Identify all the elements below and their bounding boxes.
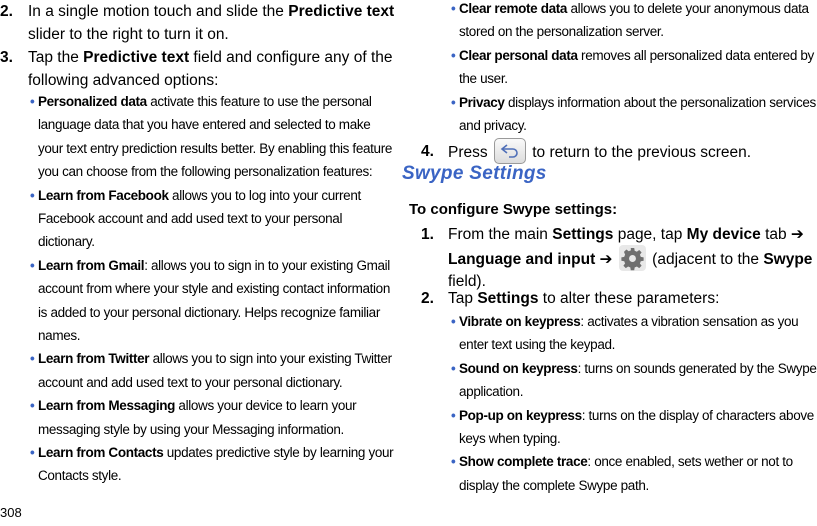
bullet-line: [38, 277, 390, 300]
text-run: messaging style by using your Messaging information.: [38, 421, 344, 437]
ui-term: My device: [686, 226, 761, 243]
step-text: [448, 223, 804, 246]
text-run: Facebook account and add used text to your personal: [38, 211, 343, 226]
bullet-line: [38, 371, 392, 394]
ui-term: Predictive text: [288, 3, 395, 20]
bullet-line: [38, 184, 361, 207]
bullet-line: [459, 310, 798, 333]
text-run: Tap the: [28, 49, 84, 66]
ui-term: Settings: [552, 226, 614, 243]
text-run: keys when typing.: [459, 431, 561, 446]
bullet-line: [459, 67, 814, 90]
bullet-line: [459, 44, 814, 67]
bullet-line: [38, 137, 392, 160]
text-run: account from where your style and existing contact information: [38, 281, 390, 297]
text-run: allows your device to learn your: [175, 398, 357, 414]
ui-term: Predictive text: [83, 49, 190, 66]
bullet-body: [38, 441, 393, 488]
step-text-line2: slider to the right to turn it on.: [28, 26, 229, 43]
bullet-marker: •: [451, 47, 456, 63]
text-run: to return to the previous screen.: [527, 144, 752, 162]
bullet-line: [459, 114, 816, 137]
bullet-line: [38, 90, 392, 113]
text-run: : once enabled, sets wether or not to: [587, 454, 793, 470]
bullet-line: [38, 230, 361, 253]
bullet-line: [38, 347, 392, 370]
text-run: ➔: [595, 251, 617, 269]
bullet-line: [38, 301, 390, 324]
text-run: : allows you to sign in to your existing Gmail: [144, 257, 390, 273]
text-run: is added to your personal dictionary. Helps recognize familiar: [38, 304, 380, 320]
bullet-line: [38, 113, 392, 136]
bullet-body: [38, 254, 390, 348]
bullet-term: Clear remote data: [459, 1, 568, 16]
step-text: [448, 287, 719, 310]
text-run: names.: [38, 328, 81, 344]
text-run: allows you to sign into your existing Twitter: [149, 351, 392, 367]
bullet-line: [459, 404, 814, 427]
bullet-line: [459, 474, 793, 497]
text-run: allows you to log into your current: [168, 187, 361, 203]
bullet-term: Learn from Twitter: [38, 351, 150, 367]
step-4: [421, 139, 781, 165]
text-run: account and add used text to your personal dictionary.: [38, 374, 343, 390]
bullet-line: [459, 427, 814, 450]
bullet-body: [459, 357, 817, 404]
bullet-line: [459, 0, 809, 20]
bullet-marker: •: [451, 407, 456, 423]
text-run: stored on the personalization server.: [459, 24, 664, 40]
bullet-line: [38, 418, 356, 441]
bullet-body: [38, 90, 392, 184]
ui-term: Language and input: [448, 251, 596, 269]
bullet-line: [459, 380, 817, 403]
step-text-line3: field).: [448, 273, 486, 290]
page-number: 308: [0, 505, 22, 520]
bullet-body: [459, 91, 816, 138]
text-run: the user.: [459, 71, 508, 87]
step-3: [0, 46, 393, 92]
bullet-line: [459, 333, 798, 356]
bullet-term: Show complete trace: [459, 454, 588, 470]
bullet-marker: •: [30, 257, 35, 273]
text-run: application.: [459, 384, 524, 400]
bullet-body: [459, 450, 793, 497]
bullet-term: Sound on keypress: [459, 360, 578, 376]
bullet-marker: •: [451, 314, 456, 329]
step-text-line2: following advanced options:: [28, 72, 219, 89]
text-run: From the main: [448, 226, 553, 243]
step-number: 2.: [0, 3, 13, 20]
text-run: displays information about the personalization services: [504, 94, 816, 110]
text-run: Contacts style.: [38, 468, 122, 484]
text-run: your text entry prediction results better. By enabling this feature: [38, 140, 393, 156]
back-icon: [494, 138, 526, 164]
bullet-body: [38, 347, 392, 394]
ui-term: Settings: [477, 290, 539, 307]
text-run: field and configure any of the: [189, 49, 393, 66]
bullet-line: [459, 91, 816, 114]
bullet-term: Vibrate on keypress: [459, 314, 581, 329]
swype-step-2: [421, 287, 783, 311]
text-run: page, tap: [613, 226, 687, 243]
text-run: : turns on sounds generated by the Swype: [577, 360, 817, 376]
text-run: Press: [448, 144, 492, 162]
bullet-line: [38, 394, 356, 417]
bullet-body: [459, 310, 798, 357]
text-run: language data that you have entered and selected to make: [38, 117, 371, 133]
bullet-line: [38, 441, 393, 464]
bullet-marker: •: [30, 351, 35, 367]
bullet-line: [459, 450, 793, 473]
step-2: [0, 0, 395, 46]
bullet-marker: •: [30, 94, 35, 109]
text-run: (adjacent to the: [647, 251, 764, 269]
text-run: allows you to delete your anonymous data: [567, 1, 809, 16]
text-run: enter text using the keypad.: [459, 337, 616, 353]
step-number: 3.: [0, 49, 13, 66]
bullet-term: Learn from Facebook: [38, 187, 169, 203]
section-title: Swype Settings: [402, 163, 547, 184]
bullet-body: [459, 0, 809, 44]
bullet-term: Personalized data: [38, 94, 147, 109]
text-run: : turns on the display of characters above: [581, 407, 814, 423]
text-run: updates predictive style by learning your: [163, 445, 394, 460]
text-run: In a single motion touch and slide the: [28, 3, 289, 20]
bullet-marker: •: [30, 187, 35, 203]
bullet-marker: •: [451, 454, 456, 470]
text-run: tab ➔: [760, 226, 804, 243]
bullet-line: [38, 324, 390, 347]
bullet-body: [38, 394, 356, 441]
swype-step-1: [421, 223, 813, 293]
bullet-term: Learn from Messaging: [38, 398, 176, 414]
bullet-body: [38, 184, 361, 254]
bullet-marker: •: [30, 398, 35, 414]
bullet-body: [459, 404, 814, 451]
bullet-marker: •: [451, 360, 456, 376]
bullet-term: Learn from Contacts: [38, 445, 164, 460]
step-text: [28, 46, 393, 69]
text-run: and privacy.: [459, 118, 527, 133]
text-run: display the complete Swype path.: [459, 477, 649, 493]
bullet-marker: •: [451, 1, 456, 16]
bullet-term: Learn from Gmail: [38, 257, 145, 273]
text-run: removes all personalized data entered by: [577, 47, 814, 63]
bullet-marker: •: [451, 94, 456, 110]
sub-heading: To configure Swype settings:: [409, 201, 618, 218]
gear-icon: [619, 245, 646, 271]
step-text-line2: [448, 247, 812, 273]
bullet-line: [459, 357, 817, 380]
bullet-line: [38, 207, 361, 230]
text-run: dictionary.: [38, 234, 95, 250]
bullet-line: [38, 254, 390, 277]
text-run: : activates a vibration sensation as you: [580, 314, 799, 329]
bullet-body: [459, 44, 814, 91]
text-run: Tap: [448, 290, 478, 307]
step-number: 4.: [421, 143, 434, 160]
bullet-line: [38, 464, 393, 487]
step-number: 2.: [421, 290, 434, 307]
bullet-line: [38, 160, 392, 183]
text-run: to alter these parameters:: [538, 290, 720, 307]
text-run: you can choose from the following personalization features:: [38, 164, 373, 180]
step-number: 1.: [421, 226, 434, 243]
step-text: [28, 0, 394, 23]
bullet-line: [459, 20, 809, 43]
bullet-term: Clear personal data: [459, 47, 578, 63]
bullet-term: Pop-up on keypress: [459, 407, 582, 423]
text-run: activate this feature to use the personal: [146, 94, 372, 109]
bullet-marker: •: [30, 445, 35, 460]
bullet-term: Privacy: [459, 94, 505, 110]
ui-term: Swype: [763, 251, 813, 269]
